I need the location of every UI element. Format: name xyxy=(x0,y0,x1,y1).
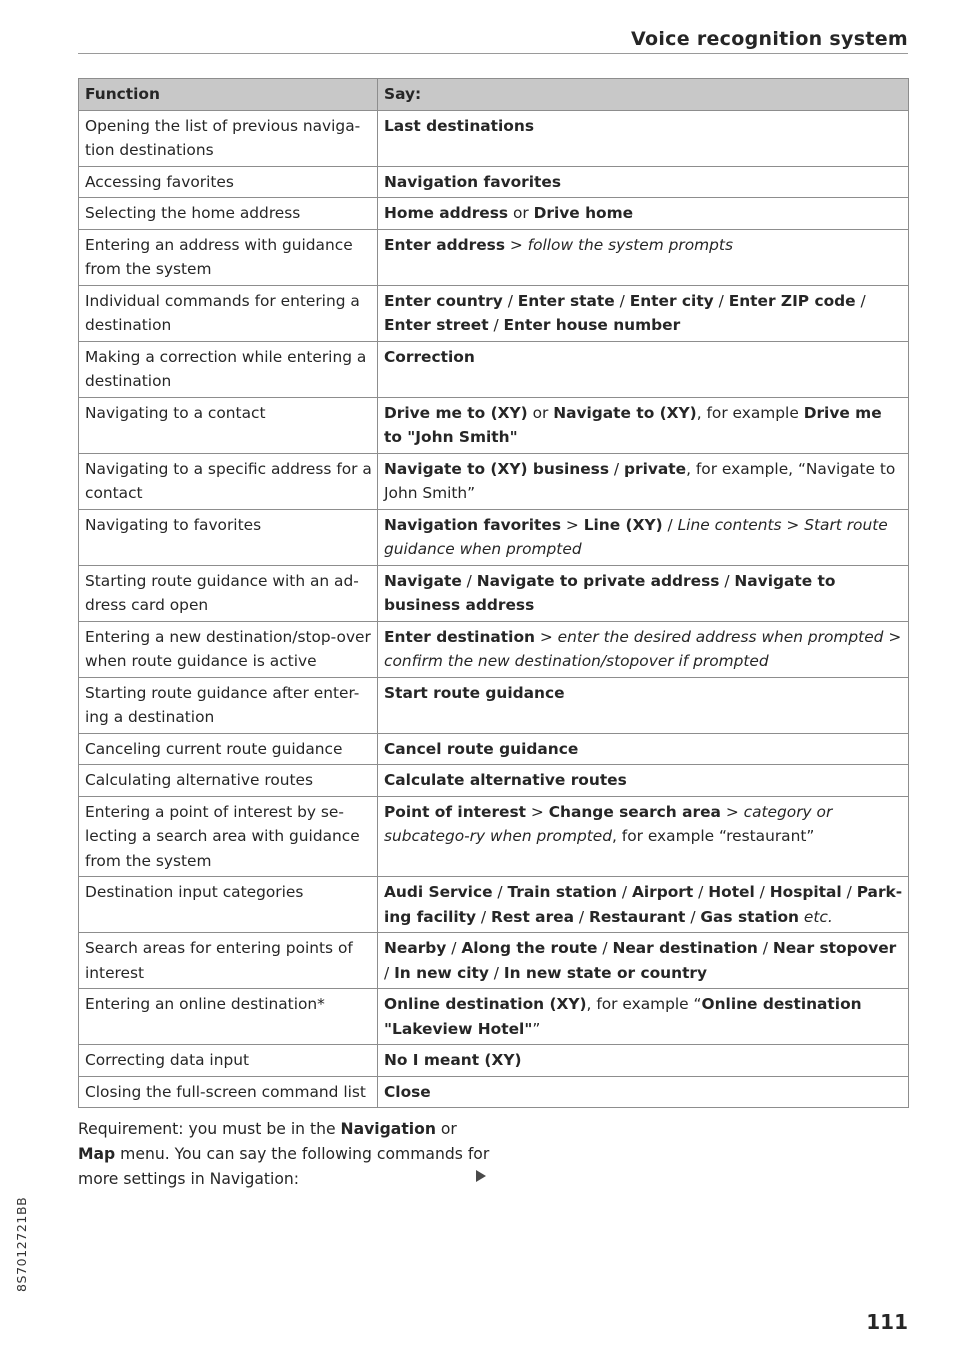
command-text: Navigation favorites xyxy=(384,515,562,534)
command-text: confirm the new destination/stopover if prompted xyxy=(384,652,769,670)
say-cell xyxy=(378,285,909,341)
command-text: Last destinations xyxy=(384,116,534,135)
table-row xyxy=(79,509,909,565)
command-text: Drive home xyxy=(533,204,634,222)
function-cell: Making a correction while entering a destination xyxy=(79,341,378,397)
command-text: / xyxy=(488,316,504,334)
function-cell: Navigating to a contact xyxy=(79,397,378,453)
say-cell xyxy=(378,1045,909,1077)
command-text: In new city xyxy=(394,963,489,982)
table-row xyxy=(79,285,909,341)
command-text: / xyxy=(614,291,630,310)
table-row xyxy=(79,796,909,877)
command-text: private xyxy=(623,459,687,478)
command-text: Rest area xyxy=(491,907,574,926)
function-cell: Destination input categories xyxy=(79,877,378,933)
command-text: , for example “ xyxy=(586,995,702,1013)
command-text: > xyxy=(526,802,549,821)
command-text: / xyxy=(713,291,729,310)
command-text: Cancel route guidance xyxy=(384,739,579,758)
requirement-text: Requirement: you must be in the xyxy=(78,1120,341,1138)
command-text: / xyxy=(502,291,518,310)
table-row xyxy=(79,166,909,198)
command-text: / xyxy=(855,291,866,310)
command-text: Airport xyxy=(631,883,694,901)
command-text: Near stopover xyxy=(772,939,897,957)
document-code: 8S7012721BB xyxy=(14,1196,29,1292)
say-cell xyxy=(378,796,909,877)
command-text: Navigate to private address xyxy=(476,571,720,590)
command-text: / xyxy=(757,939,773,957)
command-text: / xyxy=(841,883,857,901)
command-text: / xyxy=(461,571,477,590)
table-row xyxy=(79,933,909,989)
function-cell: Closing the full-screen command list xyxy=(79,1076,378,1108)
function-cell: Entering a new destination/stop-over when route guidance is active xyxy=(79,621,378,677)
command-text: or xyxy=(527,403,554,422)
command-text: Train station xyxy=(507,883,617,901)
table-row xyxy=(79,453,909,509)
command-text: Point of interest xyxy=(384,802,527,821)
command-text: Enter country xyxy=(384,291,503,310)
requirement-text: Map xyxy=(78,1145,116,1163)
command-text: Nearby xyxy=(384,939,447,957)
command-text: category or subcatego-ry when prompted xyxy=(384,802,833,845)
say-cell xyxy=(378,677,909,733)
command-text: Drive me to "John Smith" xyxy=(384,403,882,446)
command-text: Navigate to (XY) xyxy=(553,403,697,422)
function-cell: Search areas for entering points of interest xyxy=(79,933,378,989)
command-text: Enter address xyxy=(384,235,505,254)
table-row xyxy=(79,733,909,765)
command-text: Audi Service xyxy=(384,883,493,901)
command-text: / xyxy=(616,883,632,901)
command-text: etc. xyxy=(803,907,833,926)
table-row xyxy=(79,198,909,230)
command-text: Navigate to business address xyxy=(384,571,836,614)
table-row xyxy=(79,1045,909,1077)
command-text: > xyxy=(883,627,902,646)
table-row xyxy=(79,565,909,621)
command-text: Enter destination xyxy=(384,627,535,646)
command-text: / xyxy=(754,883,770,901)
say-cell xyxy=(378,765,909,797)
command-text: No I meant (XY) xyxy=(384,1051,522,1069)
command-text: / xyxy=(597,939,613,957)
command-text: / xyxy=(573,907,589,926)
function-cell: Starting route guidance after enter-ing a destination xyxy=(79,677,378,733)
command-text: / xyxy=(384,963,395,982)
function-cell: Entering a point of interest by se-lecting a search area with guidance from the system xyxy=(79,796,378,877)
say-cell xyxy=(378,229,909,285)
command-text: / xyxy=(446,939,462,957)
table-row xyxy=(79,397,909,453)
say-cell xyxy=(378,397,909,453)
command-text: / xyxy=(685,907,701,926)
command-text: In new state or country xyxy=(503,963,708,982)
command-text: enter the desired address when prompted xyxy=(557,627,884,646)
function-cell: Canceling current route guidance xyxy=(79,733,378,765)
command-text: Navigate to (XY) business xyxy=(384,459,609,478)
requirement-text: menu. You can say the following commands for more settings in Navigation: xyxy=(78,1145,490,1188)
requirement-text: or xyxy=(435,1120,457,1138)
page-number: 111 xyxy=(866,1310,908,1334)
command-text: Enter house number xyxy=(503,316,681,334)
command-text: Drive me to (XY) xyxy=(384,403,528,422)
command-text: > xyxy=(561,515,584,534)
command-text: Enter ZIP code xyxy=(728,291,856,310)
command-text: Correction xyxy=(384,347,475,366)
command-text: > xyxy=(534,627,558,646)
command-text: / xyxy=(476,907,492,926)
command-text: Enter street xyxy=(384,316,489,334)
table-header-row xyxy=(79,79,909,111)
column-header-function: Function xyxy=(79,79,378,111)
command-text: Line (XY) xyxy=(583,515,663,534)
say-cell xyxy=(378,198,909,230)
say-cell xyxy=(378,509,909,565)
command-text: / xyxy=(662,515,678,534)
table-row xyxy=(79,229,909,285)
command-text: Start route guidance xyxy=(384,683,565,702)
say-cell xyxy=(378,1076,909,1108)
function-cell: Navigating to favorites xyxy=(79,509,378,565)
command-text: Navigation favorites xyxy=(384,172,562,191)
table-row xyxy=(79,877,909,933)
command-text: / xyxy=(693,883,709,901)
command-text: Start route guidance when prompted xyxy=(384,515,888,558)
say-cell xyxy=(378,453,909,509)
table-row xyxy=(79,677,909,733)
command-text: Along the route xyxy=(461,939,598,957)
function-cell: Accessing favorites xyxy=(79,166,378,198)
command-text: ” xyxy=(532,1019,541,1038)
command-text: > xyxy=(504,235,528,254)
command-text: Park-ing facility xyxy=(384,883,903,926)
command-text: / xyxy=(492,883,508,901)
command-text: Hospital xyxy=(769,883,842,901)
command-text: Gas station xyxy=(700,907,800,926)
command-text: / xyxy=(488,963,504,982)
command-text: Enter state xyxy=(517,291,615,310)
command-text: , for example “restaurant” xyxy=(612,827,815,845)
table-row xyxy=(79,621,909,677)
function-cell: Entering an address with guidance from the system xyxy=(79,229,378,285)
function-cell: Opening the list of previous naviga-tion destinations xyxy=(79,110,378,166)
function-cell: Navigating to a specific address for a contact xyxy=(79,453,378,509)
command-text: Hotel xyxy=(708,883,755,901)
say-cell xyxy=(378,877,909,933)
voice-commands-table xyxy=(78,78,909,1108)
function-cell: Selecting the home address xyxy=(79,198,378,230)
say-cell xyxy=(378,341,909,397)
command-text: , for example, “Navigate to John Smith” xyxy=(384,459,896,502)
say-cell xyxy=(378,933,909,989)
command-text: or xyxy=(508,204,534,222)
table-row xyxy=(79,989,909,1045)
continue-arrow-icon xyxy=(476,1170,486,1182)
say-cell xyxy=(378,733,909,765)
command-text: Close xyxy=(384,1082,431,1101)
command-text: Line contents xyxy=(677,515,782,534)
say-cell xyxy=(378,621,909,677)
table-row xyxy=(79,765,909,797)
command-text: > xyxy=(720,802,744,821)
table-row xyxy=(79,110,909,166)
function-cell: Entering an online destination* xyxy=(79,989,378,1045)
table-row xyxy=(79,341,909,397)
column-header-say: Say: xyxy=(378,79,909,111)
command-text: Calculate alternative routes xyxy=(384,771,627,789)
say-cell xyxy=(378,989,909,1045)
command-text: Online destination "Lakeview Hotel" xyxy=(384,995,862,1038)
function-cell: Starting route guidance with an ad-dress card open xyxy=(79,565,378,621)
command-text: Enter city xyxy=(629,291,714,310)
table-row xyxy=(79,1076,909,1108)
say-cell xyxy=(378,565,909,621)
command-text: Restaurant xyxy=(588,907,686,926)
command-text: Home address xyxy=(384,204,509,222)
function-cell: Calculating alternative routes xyxy=(79,765,378,797)
command-text: Online destination (XY) xyxy=(384,995,587,1013)
header-divider xyxy=(78,53,908,54)
requirement-paragraph xyxy=(78,1117,498,1192)
requirement-text: Navigation xyxy=(340,1120,436,1138)
command-text: follow the system prompts xyxy=(527,235,733,254)
command-text: > xyxy=(781,515,805,534)
table-body xyxy=(79,110,909,1108)
function-cell: Individual commands for entering a destination xyxy=(79,285,378,341)
function-cell: Correcting data input xyxy=(79,1045,378,1077)
command-text: / xyxy=(608,459,624,478)
command-text: Change search area xyxy=(548,802,721,821)
command-text: Navigate xyxy=(384,571,462,590)
say-cell xyxy=(378,110,909,166)
command-text: , for example xyxy=(696,403,804,422)
page-header-title: Voice recognition system xyxy=(631,28,908,50)
command-text: Near destination xyxy=(612,939,758,957)
command-text: / xyxy=(719,571,735,590)
say-cell xyxy=(378,166,909,198)
